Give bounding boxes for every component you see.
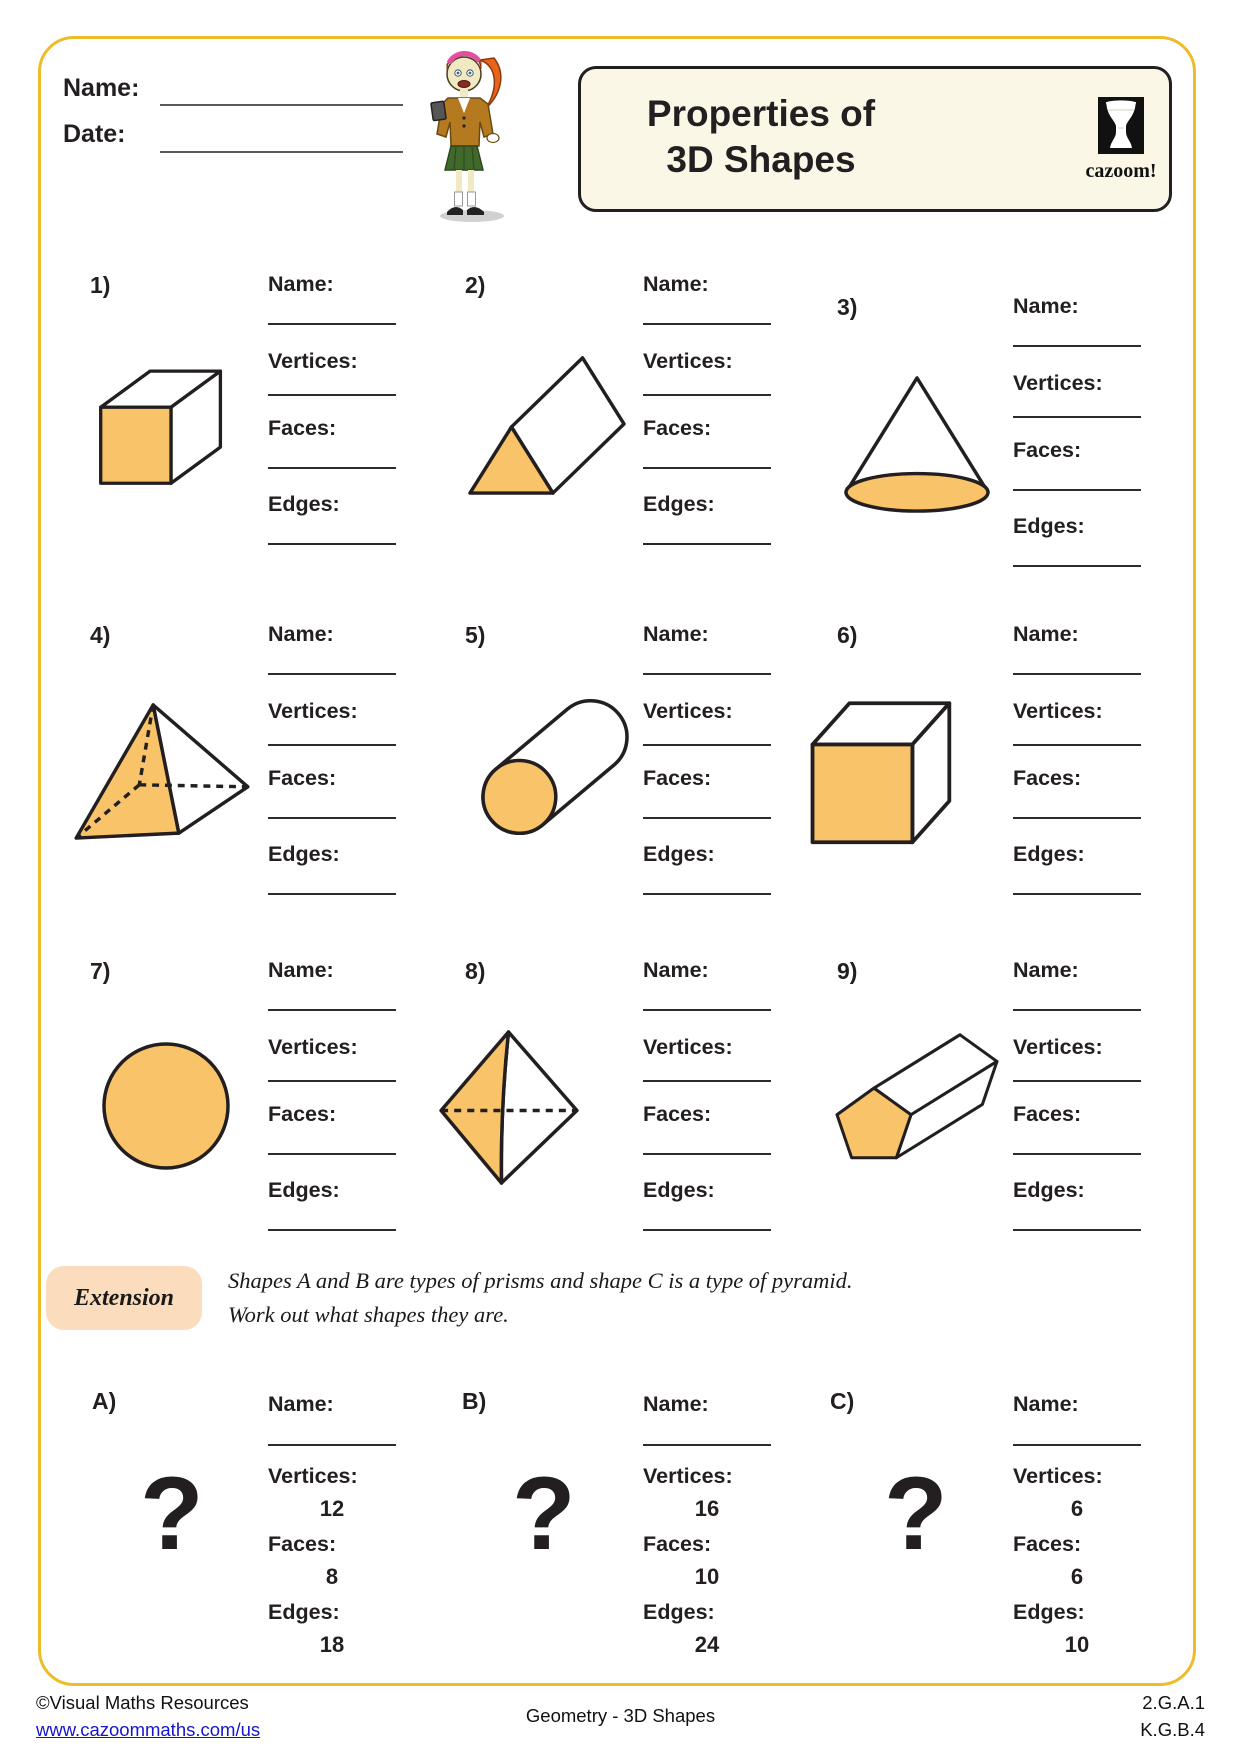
question-9-number: 9) <box>837 958 858 984</box>
edges-field-label: Edges: <box>643 492 715 516</box>
vertices-field-label: Vertices: <box>1013 699 1103 723</box>
octahedron-shape <box>436 1028 582 1187</box>
vertices-field-label: Vertices: <box>268 1464 358 1488</box>
extension-c-question-mark: ? <box>884 1456 948 1572</box>
extension-b-number: B) <box>462 1388 487 1414</box>
question-6-number: 6) <box>837 622 858 648</box>
faces-field-label: Faces: <box>1013 438 1082 462</box>
vertices-value: 12 <box>319 1496 345 1521</box>
question-8-fields <box>643 958 773 1258</box>
cone-shape <box>838 372 996 515</box>
cartoon-girl-mascot <box>418 46 518 224</box>
answer-line-faces <box>643 1153 771 1155</box>
answer-line-faces <box>268 817 396 819</box>
footer-copyright: ©Visual Maths Resources <box>36 1692 249 1713</box>
extension-badge: Extension <box>46 1266 202 1330</box>
question-7-number: 7) <box>90 958 111 984</box>
pentagonal-prism-shape <box>831 1026 1003 1164</box>
extension-b-fields <box>643 1392 775 1672</box>
extension-instructions <box>228 1264 998 1332</box>
title-line1: Properties of <box>646 93 876 134</box>
vertices-field-label: Vertices: <box>268 699 358 723</box>
answer-line-vertices <box>643 1080 771 1082</box>
answer-line-name <box>1013 1444 1141 1446</box>
edges-field-label: Edges: <box>1013 842 1085 866</box>
answer-line-name <box>268 1444 396 1446</box>
edges-field-label: Edges: <box>643 1178 715 1202</box>
name-field-label: Name: <box>1013 294 1079 318</box>
answer-line-name <box>1013 1009 1141 1011</box>
vertices-field-label: Vertices: <box>1013 371 1103 395</box>
answer-line-vertices <box>643 394 771 396</box>
answer-line-edges <box>268 543 396 545</box>
cube-shape <box>806 688 958 851</box>
extension-a-question-mark: ? <box>140 1456 204 1572</box>
cuboid-shape <box>95 352 247 490</box>
edges-field-label: Edges: <box>268 842 340 866</box>
vertices-field-label: Vertices: <box>268 1035 358 1059</box>
question-3-fields <box>1013 294 1143 594</box>
answer-line-edges <box>1013 1229 1141 1231</box>
extension-c-number: C) <box>830 1388 855 1414</box>
answer-line-name <box>268 323 396 325</box>
answer-line-edges <box>643 543 771 545</box>
answer-line-edges <box>643 1229 771 1231</box>
question-3-number: 3) <box>837 294 858 320</box>
answer-line-name <box>268 673 396 675</box>
answer-line-faces <box>643 467 771 469</box>
vertices-value: 16 <box>694 1496 720 1521</box>
title-box <box>578 66 1172 212</box>
faces-value: 8 <box>325 1564 339 1589</box>
name-field-label: Name: <box>643 622 709 646</box>
answer-line-vertices <box>1013 1080 1141 1082</box>
question-9-fields <box>1013 958 1143 1258</box>
answer-line-vertices <box>1013 416 1141 418</box>
extension-instructions-line1: Shapes A and B are types of prisms and shape C is a type of pyramid. <box>228 1268 853 1293</box>
name-field-label: Name: <box>1013 958 1079 982</box>
footer-standard-2: K.G.B.4 <box>1140 1719 1205 1740</box>
edges-value: 18 <box>319 1632 345 1657</box>
answer-line-faces <box>268 467 396 469</box>
question-8-number: 8) <box>465 958 486 984</box>
faces-field-label: Faces: <box>268 416 337 440</box>
question-2-fields <box>643 272 773 572</box>
faces-field-label: Faces: <box>268 766 337 790</box>
answer-line-vertices <box>268 744 396 746</box>
cylinder-shape <box>458 680 652 854</box>
vertices-field-label: Vertices: <box>643 699 733 723</box>
answer-line-faces <box>1013 489 1141 491</box>
question-1-fields <box>268 272 398 572</box>
faces-value: 10 <box>694 1564 720 1589</box>
faces-field-label: Faces: <box>643 416 712 440</box>
answer-line-name <box>1013 345 1141 347</box>
faces-field-label: Faces: <box>1013 766 1082 790</box>
name-field-label: Name: <box>643 1392 709 1416</box>
title-line2: 3D Shapes <box>666 138 856 180</box>
vertices-field-label: Vertices: <box>1013 1464 1103 1488</box>
question-1-number: 1) <box>90 272 111 298</box>
name-field-label: Name: <box>268 1392 334 1416</box>
name-field-label: Name: <box>1013 622 1079 646</box>
answer-line-faces <box>1013 1153 1141 1155</box>
date-write-line <box>160 151 403 153</box>
answer-line-vertices <box>643 744 771 746</box>
vertices-field-label: Vertices: <box>1013 1035 1103 1059</box>
faces-field-label: Faces: <box>268 1102 337 1126</box>
extension-instructions-line2: Work out what shapes they are. <box>228 1301 509 1327</box>
extension-a-number: A) <box>92 1388 117 1414</box>
question-5-number: 5) <box>465 622 486 648</box>
edges-field-label: Edges: <box>1013 1600 1085 1624</box>
edges-field-label: Edges: <box>268 1178 340 1202</box>
faces-value: 6 <box>1070 1564 1084 1589</box>
faces-field-label: Faces: <box>643 1102 712 1126</box>
name-field-label: Name: <box>268 958 334 982</box>
vertices-field-label: Vertices: <box>643 349 733 373</box>
name-field-label: Name: <box>268 272 334 296</box>
triangular-prism-shape <box>462 345 630 498</box>
faces-field-label: Faces: <box>1013 1532 1082 1556</box>
edges-field-label: Edges: <box>1013 514 1085 538</box>
question-6-fields <box>1013 622 1143 922</box>
answer-line-vertices <box>268 394 396 396</box>
sphere-shape <box>100 1040 232 1172</box>
answer-line-name <box>643 323 771 325</box>
name-field-label: Name: <box>643 272 709 296</box>
name-label: Name: <box>63 74 140 102</box>
name-field-label: Name: <box>643 958 709 982</box>
edges-value: 24 <box>694 1632 720 1657</box>
vertices-field-label: Vertices: <box>268 349 358 373</box>
vertices-value: 6 <box>1070 1496 1084 1521</box>
vertices-field-label: Vertices: <box>643 1035 733 1059</box>
faces-field-label: Faces: <box>1013 1102 1082 1126</box>
answer-line-edges <box>1013 565 1141 567</box>
square-pyramid-shape <box>68 700 256 843</box>
answer-line-faces <box>1013 817 1141 819</box>
extension-a-fields <box>268 1392 400 1672</box>
date-label: Date: <box>63 120 126 148</box>
answer-line-faces <box>643 817 771 819</box>
cazoom-logo-text: cazoom! <box>1085 160 1157 182</box>
answer-line-name <box>268 1009 396 1011</box>
answer-line-name <box>643 1444 771 1446</box>
faces-field-label: Faces: <box>268 1532 337 1556</box>
name-field-label: Name: <box>268 622 334 646</box>
edges-field-label: Edges: <box>643 842 715 866</box>
answer-line-edges <box>1013 893 1141 895</box>
edges-field-label: Edges: <box>268 1600 340 1624</box>
worksheet-title <box>581 91 941 183</box>
question-4-number: 4) <box>90 622 111 648</box>
vertices-field-label: Vertices: <box>643 1464 733 1488</box>
answer-line-edges <box>268 893 396 895</box>
edges-field-label: Edges: <box>268 492 340 516</box>
name-write-line <box>160 104 403 106</box>
cazoom-drum-icon <box>1098 97 1144 154</box>
cazoom-logo <box>1067 97 1175 183</box>
faces-field-label: Faces: <box>643 766 712 790</box>
question-7-fields <box>268 958 398 1258</box>
question-2-number: 2) <box>465 272 486 298</box>
name-field-label: Name: <box>1013 1392 1079 1416</box>
answer-line-name <box>643 673 771 675</box>
extension-b-question-mark: ? <box>512 1456 576 1572</box>
answer-line-vertices <box>1013 744 1141 746</box>
footer-standard-1: 2.G.A.1 <box>1142 1692 1205 1713</box>
extension-c-fields <box>1013 1392 1145 1672</box>
answer-line-vertices <box>268 1080 396 1082</box>
answer-line-edges <box>268 1229 396 1231</box>
edges-field-label: Edges: <box>1013 1178 1085 1202</box>
question-5-fields <box>643 622 773 922</box>
footer-topic: Geometry - 3D Shapes <box>525 1705 716 1726</box>
edges-field-label: Edges: <box>643 1600 715 1624</box>
answer-line-edges <box>643 893 771 895</box>
answer-line-name <box>1013 673 1141 675</box>
answer-line-faces <box>268 1153 396 1155</box>
edges-value: 10 <box>1064 1632 1090 1657</box>
question-4-fields <box>268 622 398 922</box>
footer-url-link[interactable]: www.cazoommaths.com/us <box>36 1719 261 1740</box>
faces-field-label: Faces: <box>643 1532 712 1556</box>
answer-line-name <box>643 1009 771 1011</box>
